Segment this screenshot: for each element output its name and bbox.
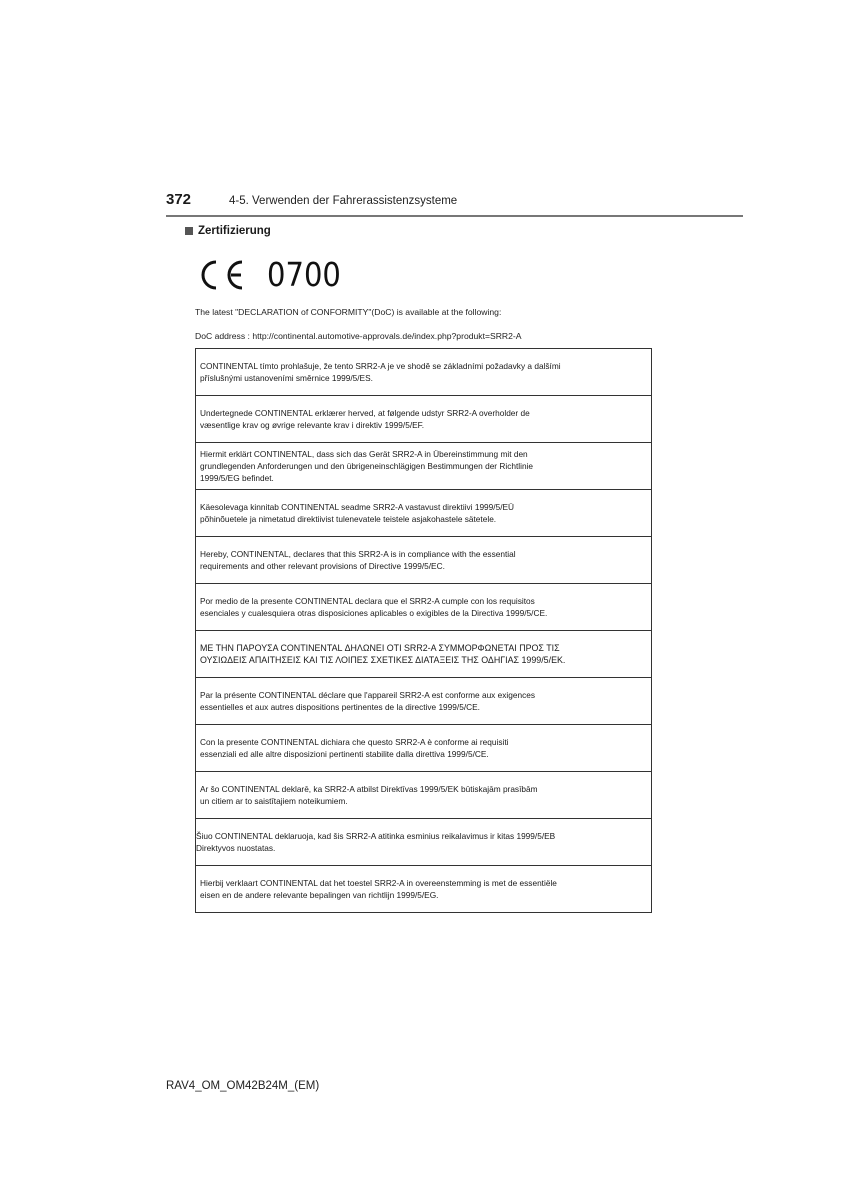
document-code: RAV4_OM_OM42B24M_(EM) — [166, 1080, 320, 1092]
declaration-cell-it: Con la presente CONTINENTAL dichiara che questo SRR2-A è conforme ai requisiti essenziali ed alle altre disposizioni pertinenti stabilite dalla direttiva 1999/5/CE. — [196, 725, 651, 772]
doc-availability-note: The latest "DECLARATION of CONFORMITY"(DoC) is available at the following: — [195, 307, 502, 317]
notified-body-number: 0700 — [267, 255, 341, 294]
page-number: 372 — [166, 191, 192, 208]
declarations-table — [195, 348, 652, 913]
declaration-cell-nl: Hierbij verklaart CONTINENTAL dat het toestel SRR2-A in overeenstemming is met de essentiële eisen en de andere relevante bepalingen van richtlijn 1999/5/EG. — [200, 878, 557, 900]
section-heading — [185, 225, 271, 237]
declaration-cell-fr: Par la présente CONTINENTAL déclare que l'appareil SRR2-A est conforme aux exigences essentielles et aux autres dispositions pertinentes de la directive 1999/5/CE. — [196, 678, 651, 725]
declaration-cell-cs: CONTINENTAL tímto prohlašuje, že tento SRR2-A je ve shodě se základními požadavky a dalšími příslušnými ustanoveními směrnice 1999/5/ES. — [196, 349, 651, 396]
ce-certification-mark — [197, 255, 351, 294]
square-bullet-icon — [185, 227, 193, 235]
declaration-cell-es: Por medio de la presente CONTINENTAL declara que el SRR2-A cumple con los requisitos esenciales y cualesquiera otras disposiciones aplicables o exigibles de la Directiva 1999/5/CE. — [196, 584, 651, 631]
header-divider — [166, 215, 743, 217]
declaration-cell-en: Hereby, CONTINENTAL, declares that this SRR2-A is in compliance with the essential requirements and other relevant provisions of Directive 1999/5/EC. — [196, 537, 651, 584]
declaration-cell-lt: Šiuo CONTINENTAL deklaruoja, kad šis SRR2-A atitinka esminius reikalavimus ir kitas 1999/5/EB Direktyvos nuostatas. — [196, 819, 651, 866]
declaration-cell-de: Hiermit erklärt CONTINENTAL, dass sich das Gerät SRR2-A in Übereinstimmung mit den grundlegenden Anforderungen und den übrigeneinschlägigen Bestimmungen der Richtlinie 1999/5/EG befindet. — [196, 443, 651, 490]
chapter-title: 4-5. Verwenden der Fahrerassistenzsysteme — [229, 195, 458, 207]
declaration-cell-lv: Ar šo CONTINENTAL deklarē, ka SRR2-A atbilst Direktīvas 1999/5/EK būtiskajām prasībām un citiem ar to saistītajiem noteikumiem. — [196, 772, 651, 819]
section-heading-label: Zertifizierung — [198, 225, 271, 237]
declaration-cell-et: Käesolevaga kinnitab CONTINENTAL seadme SRR2-A vastavust direktiivi 1999/5/EÜ põhinõuetele ja nimetatud direktiivist tulenevatele teistele asjakohastele sätetele. — [196, 490, 651, 537]
doc-address: DoC address : http://continental.automotive-approvals.de/index.php?produkt=SRR2-A — [195, 331, 522, 341]
ce-logo-icon — [197, 258, 245, 292]
declaration-cell-da: Undertegnede CONTINENTAL erklærer herved, at følgende udstyr SRR2-A overholder de væsentlige krav og øvrige relevante krav i direktiv 1999/5/EF. — [196, 396, 651, 443]
declaration-cell-el: ΜΕ ΤΗΝ ΠΑΡΟΥΣΑ CONTINENTAL ΔΗΛΩΝΕΙ ΟΤΙ SRR2-A ΣΥΜΜΟΡΦΩΝΕΤΑΙ ΠΡΟΣ ΤΙΣ ΟΥΣΙΩΔΕΙΣ ΑΠΑΙΤΗΣΕΙΣ ΚΑΙ ΤΙΣ ΛΟΙΠΕΣ ΣΧΕΤΙΚΕΣ ΔΙΑΤΑΞΕΙΣ ΤΗΣ ΟΔΗΓΙΑΣ 1999/5/ΕΚ. — [196, 631, 651, 678]
